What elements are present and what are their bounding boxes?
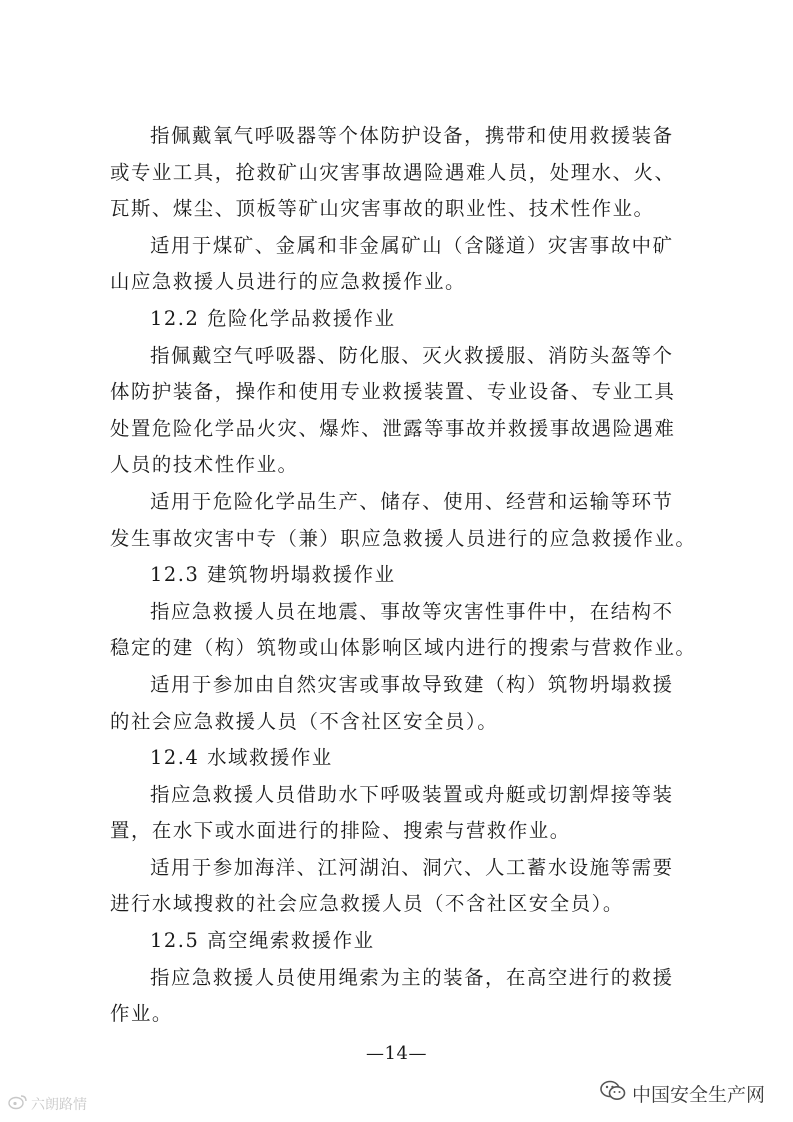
text-line: 置，在水下或水面进行的排险、搜索与营救作业。: [110, 819, 571, 843]
text-line: 适用于参加海洋、江河湖泊、洞穴、人工蓄水设施等需要: [150, 855, 674, 879]
text-line: 体防护装备，操作和使用专业救援装置、专业设备、专业工具: [110, 380, 676, 404]
text-line: 适用于煤矿、金属和非金属矿山（含隧道）灾害事故中矿: [150, 233, 674, 257]
wechat-icon: [600, 1080, 626, 1107]
text-line: 或专业工具，抢救矿山灾害事故遇险遇难人员，处理水、火、: [110, 160, 676, 184]
text-line: 发生事故灾害中专（兼）职应急救援人员进行的应急救援作业。: [110, 526, 697, 550]
text-line: 处置危险化学品火灾、爆炸、泄露等事故并救援事故遇险遇难: [110, 416, 676, 440]
text-line: 适用于危险化学品生产、储存、使用、经营和运输等环节: [150, 489, 674, 513]
text-line: 瓦斯、煤尘、顶板等矿山灾害事故的职业性、技术性作业。: [110, 197, 655, 221]
text-line: 指佩戴氧气呼吸器等个体防护设备，携带和使用救援装备: [150, 124, 674, 147]
text-line: 进行水域搜救的社会应急救援人员（不含社区安全员）。: [110, 892, 624, 916]
source-watermark: [600, 1080, 765, 1107]
text-line: 指应急救援人员使用绳索为主的装备，在高空进行的救援: [150, 965, 674, 989]
text-line: 指应急救援人员借助水下呼吸装置或舟艇或切割焊接等装: [150, 782, 674, 806]
text-line: 指应急救援人员在地震、事故等灾害性事件中，在结构不: [150, 599, 674, 623]
text-line: 12.2 危险化学品救援作业: [150, 306, 396, 330]
text-line: 稳定的建（构）筑物或山体影响区域内进行的搜索与营救作业。: [110, 636, 697, 660]
text-line: 作业。: [110, 1002, 173, 1026]
text-line: 12.3 建筑物坍塌救援作业: [150, 563, 396, 587]
text-line: 12.5 高空绳索救援作业: [150, 929, 375, 953]
text-line: 适用于参加由自然灾害或事故导致建（构）筑物坍塌救援: [150, 672, 674, 696]
text-line: 12.4 水域救援作业: [150, 746, 333, 770]
text-line: 人员的技术性作业。: [110, 453, 299, 477]
body-text: [110, 118, 697, 1033]
weibo-watermark: [8, 1094, 87, 1114]
text-line: 山应急救援人员进行的应急救援作业。: [110, 270, 466, 294]
page-number: —14—: [366, 1043, 427, 1064]
text-line: 指佩戴空气呼吸器、防化服、灭火救援服、消防头盔等个: [150, 343, 674, 367]
text-line: 的社会应急救援人员（不含社区安全员）。: [110, 709, 499, 733]
weibo-watermark-text: 六朗路情: [31, 1097, 87, 1113]
source-watermark-text: 中国安全生产网: [631, 1084, 765, 1106]
weibo-icon: [8, 1094, 28, 1114]
